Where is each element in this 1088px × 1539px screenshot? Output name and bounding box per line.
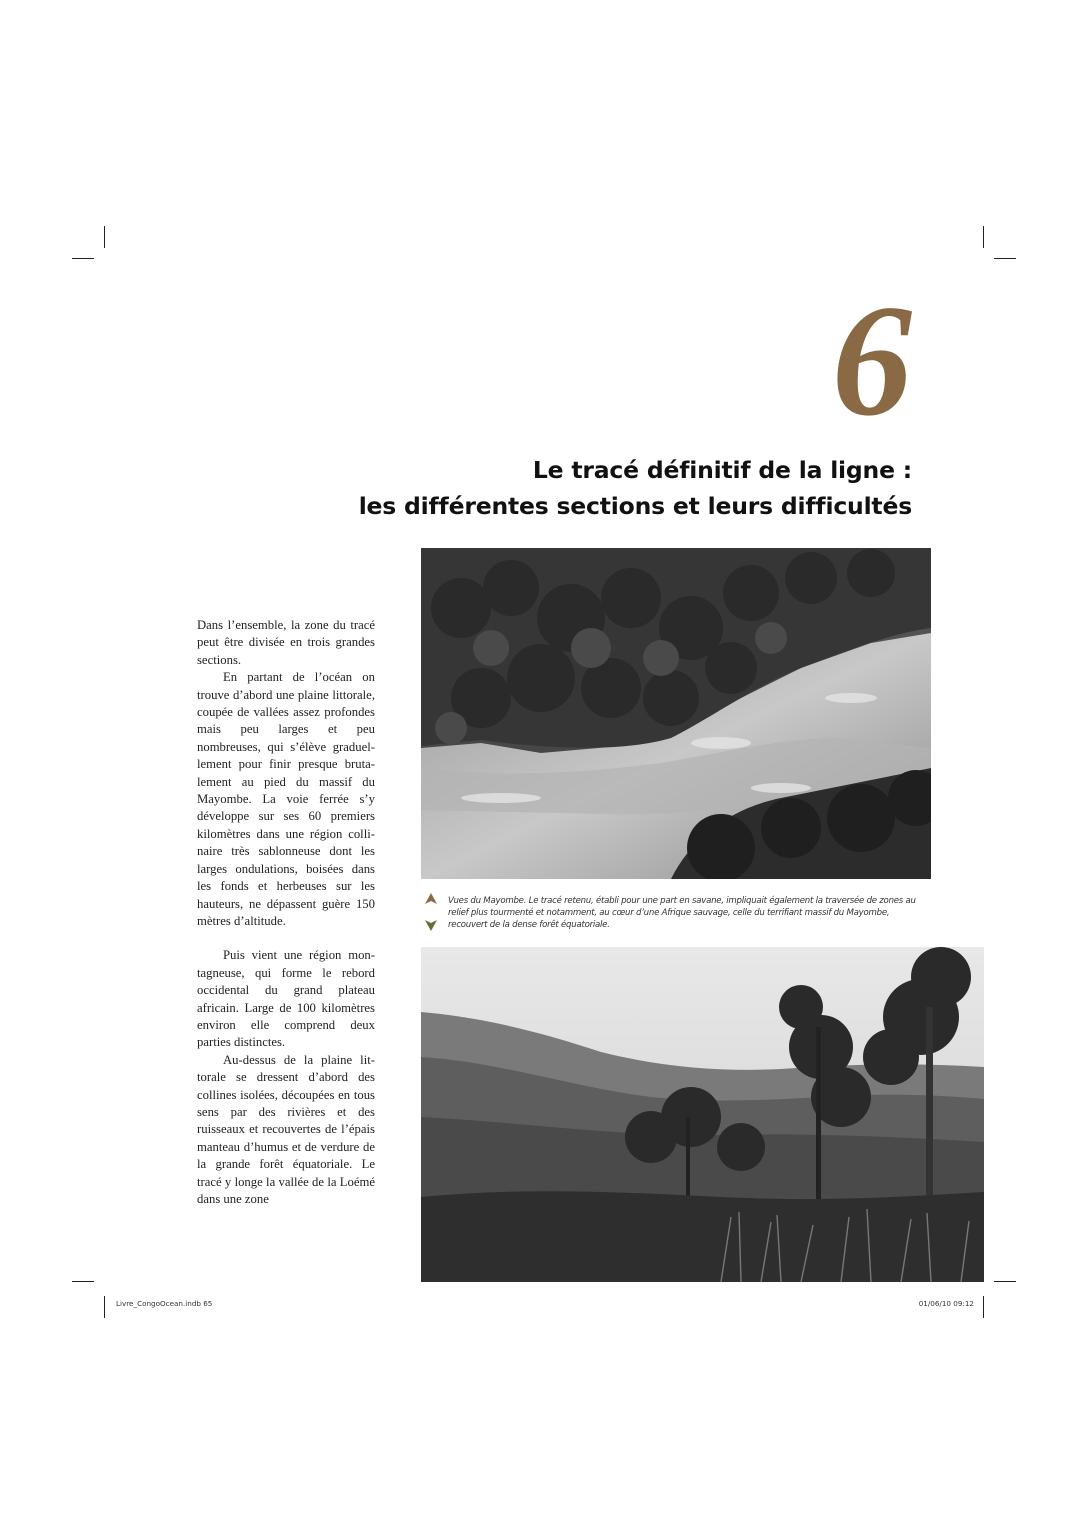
crop-mark-top-left-vertical <box>104 226 105 248</box>
crop-mark-bottom-left-vertical <box>104 1296 105 1318</box>
chapter-number: 6 <box>832 271 912 449</box>
forest-valley-photo <box>421 947 984 1282</box>
body-paragraph: Au-dessus de la plaine littorale se dressent d’abord des collines isolées, découpées en tous sens par des rivières et des ruisseaux et recouvertes de l’épais manteau d’humus et de verdure de la grande forêt équatoriale. Le tracé y longe la vallée de la Loémé dans une zone <box>197 1052 375 1206</box>
crop-mark-top-left-horizontal <box>72 258 94 259</box>
arrow-up-icon <box>424 892 438 906</box>
river-forest-photo <box>421 548 931 879</box>
crop-mark-top-right-horizontal <box>994 258 1016 259</box>
body-text-column <box>197 617 375 1208</box>
chapter-title <box>292 452 912 524</box>
chapter-title-line-1: Le tracé définitif de la ligne : <box>532 456 912 484</box>
print-timestamp: 01/06/10 09:12 <box>918 1299 974 1308</box>
photo-caption: Vues du Mayombe. Le tracé retenu, établi pour une part en savane, impliquait également la traversée de zones au relief plus tourmenté et notamment, au cœur d’une Afrique sauvage, celle du terrifiant massif du Mayombe, recouvert de la dense forêt équatoriale. <box>448 896 916 931</box>
file-slug: Livre_CongoOcean.indb 65 <box>116 1299 213 1308</box>
crop-mark-bottom-right-vertical <box>983 1296 984 1318</box>
body-paragraph: En partant de l’océan on trouve d’abord une plaine littorale, coupée de vallées assez profondes mais peu larges et peu nombreuses, qui s’élève graduellement pour finir presque brutalement au pied du massif du Mayombe. La voie ferrée s’y développe sur ses 60 premiers kilomètres dans une région collinaire très sablonneuse dont les larges ondulations, boisées dans les fonds et herbeuses sur les hauteurs, ne dépassent guère 150 mètres d’altitude. <box>197 670 375 928</box>
crop-mark-bottom-left-horizontal <box>72 1281 94 1282</box>
crop-mark-top-right-vertical <box>983 226 984 248</box>
chapter-title-line-2: les différentes sections et leurs difficultés <box>358 492 912 520</box>
body-paragraph: Dans l’ensemble, la zone du tracé peut être divisée en trois grandes sections. <box>197 618 375 667</box>
body-paragraph: Puis vient une région montagneuse, qui forme le rebord occidental du grand plateau africain. Large de 100 kilomètres environ elle comprend deux parties distinctes. <box>197 948 375 1050</box>
crop-mark-bottom-right-horizontal <box>994 1281 1016 1282</box>
arrow-down-icon <box>424 918 438 932</box>
